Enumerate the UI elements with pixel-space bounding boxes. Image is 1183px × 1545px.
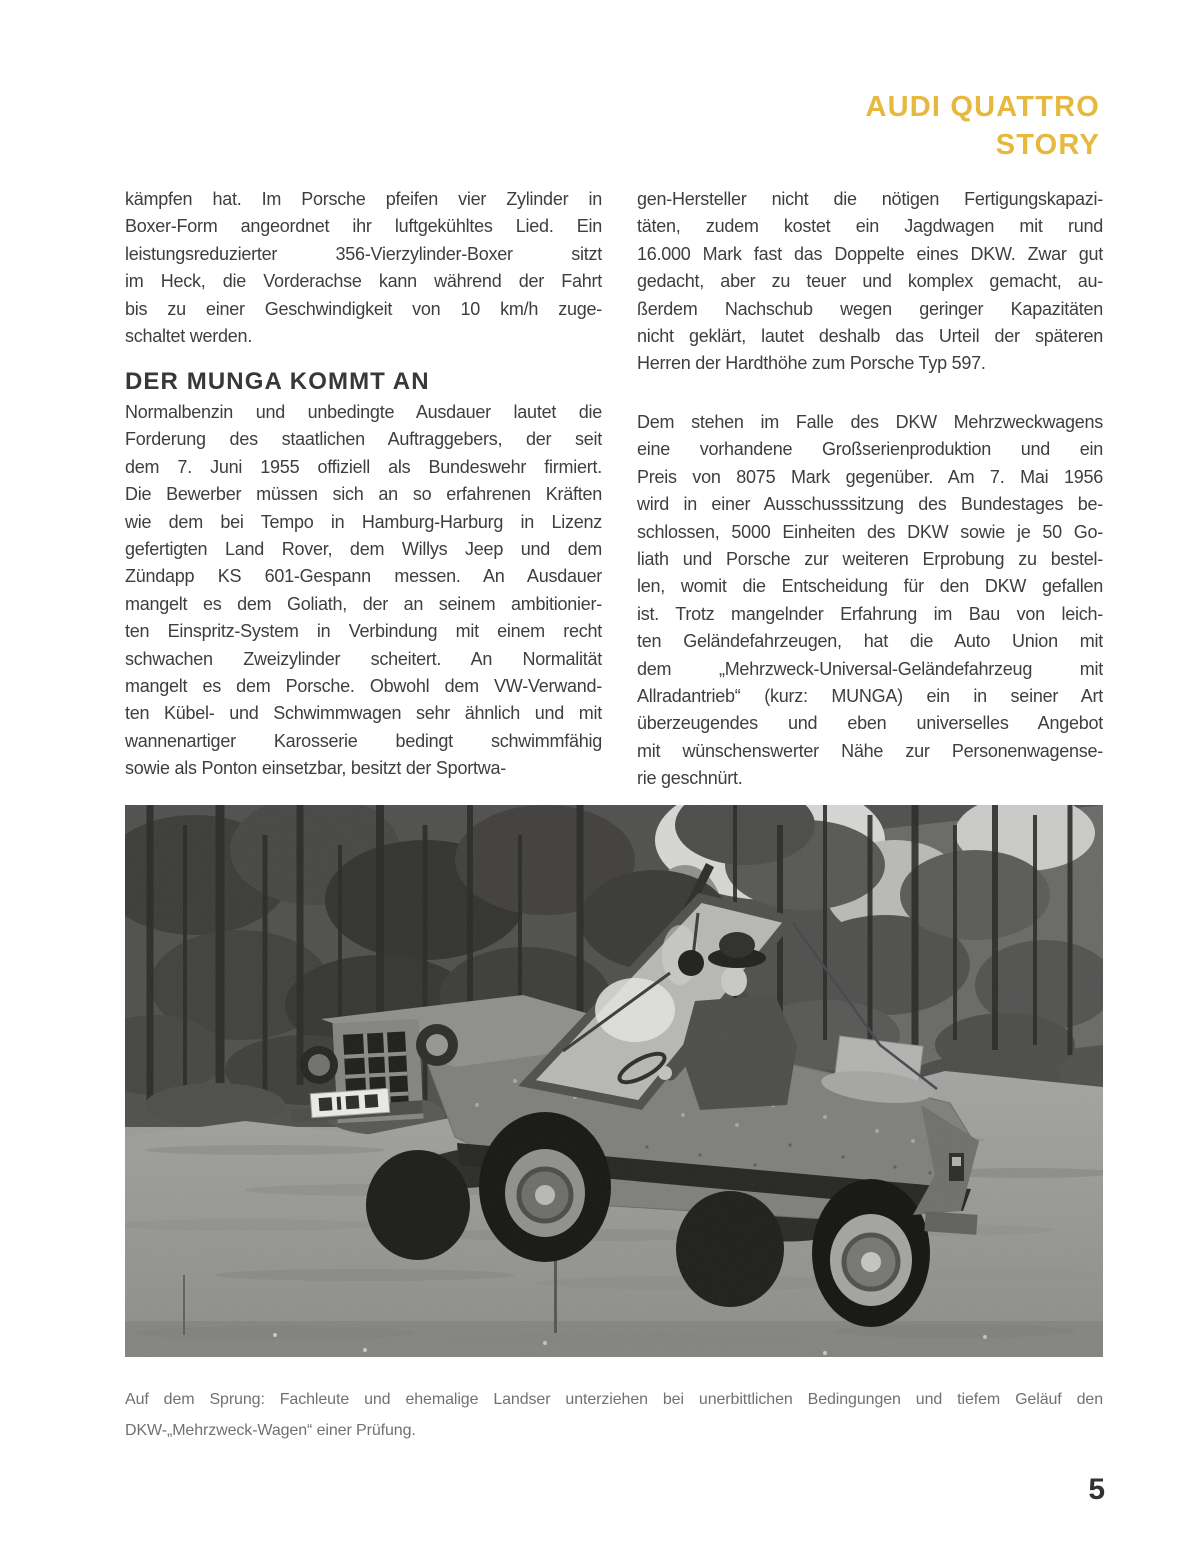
right-column-paragraph-1	[637, 186, 1103, 378]
right-column-paragraph-2	[637, 409, 1103, 792]
text-line: bis zu einer Geschwindigkeit von 10 km/h zuge-	[125, 298, 602, 319]
header-line-1: AUDI QUATTRO	[865, 91, 1100, 123]
page-number: 5	[1088, 1473, 1105, 1506]
text-line: liath und Porsche zur weiteren Erprobung zu bestel-	[637, 548, 1103, 569]
text-line: sowie als Ponton einsetzbar, besitzt der Sportwa-	[125, 758, 506, 779]
text-line: ßerdem Nachschub wegen geringer Kapazitäten	[637, 298, 1103, 319]
text-line: DKW-„Mehrzweck-Wagen“ einer Prüfung.	[125, 1422, 416, 1439]
text-line: Allradantrieb“ (kurz: MUNGA) ein in seiner Art	[637, 685, 1103, 706]
text-line: gefertigten Land Rover, dem Willys Jeep und dem	[125, 538, 602, 559]
text-line: Die Bewerber müssen sich an so erfahrenen Kräften	[125, 484, 602, 505]
text-line: nicht geklärt, lautet deshalb das Urteil der späteren	[637, 325, 1103, 346]
text-line: Preis von 8075 Mark gegenüber. Am 7. Mai 1956	[637, 466, 1103, 487]
header-line-2: STORY	[995, 129, 1100, 161]
left-column-paragraph-2	[125, 399, 602, 782]
text-line: Boxer-Form angeordnet ihr luftgekühltes Lied. Ein	[125, 216, 602, 237]
text-line: Herren der Hardthöhe zum Porsche Typ 597.	[637, 353, 986, 374]
text-line: ist. Trotz mangelnder Erfahrung im Bau von leich-	[637, 603, 1103, 624]
text-line: Normalbenzin und unbedingte Ausdauer lautet die	[125, 402, 602, 422]
photo-caption	[125, 1384, 1103, 1446]
text-line: leistungsreduzierter 356-Vierzylinder-Boxer sitzt	[125, 243, 602, 264]
text-line: mangelt es dem Goliath, der an seinem ambitionier-	[125, 593, 602, 614]
photo-munga-jump	[125, 805, 1103, 1357]
text-line: schaltet werden.	[125, 325, 253, 346]
text-line: mit wünschenswerter Nähe zur Personenwagense-	[637, 740, 1103, 761]
text-line: schlossen, 5000 Einheiten des DKW sowie je 50 Go-	[637, 521, 1103, 542]
text-line: gedacht, aber zu teuer und komplex gemacht, au-	[637, 271, 1103, 292]
photo-illustration	[125, 805, 1103, 1357]
text-line: ten Kübel- und Schwimmwagen sehr ähnlich und mit	[125, 703, 602, 724]
text-line: kämpfen hat. Im Porsche pfeifen vier Zylinder in	[125, 189, 602, 209]
text-line: überzeugendes und eben universelles Angebot	[637, 713, 1103, 734]
text-line: täten, zudem kostet ein Jagdwagen mit rund	[637, 216, 1103, 237]
left-column-paragraph-1	[125, 186, 602, 350]
film-grain-overlay	[125, 805, 1103, 1357]
section-heading: DER MUNGA KOMMT AN	[125, 368, 430, 395]
text-line: schwachen Zweizylinder scheitert. An Normalität	[125, 648, 602, 669]
text-line: Forderung des staatlichen Auftraggebers, der seit	[125, 429, 602, 450]
text-line: Auf dem Sprung: Fachleute und ehemalige Landser unterziehen bei unerbittlichen Bedingungen und tiefem Geläuf den	[125, 1391, 1103, 1408]
text-line: dem 7. Juni 1955 offiziell als Bundeswehr firmiert.	[125, 456, 602, 477]
text-line: ten Geländefahrzeugen, hat die Auto Union mit	[637, 631, 1103, 652]
text-line: rie geschnürt.	[637, 768, 743, 789]
text-line: Zündapp KS 601-Gespann messen. An Ausdauer	[125, 566, 602, 587]
text-line: wannenartiger Karosserie bedingt schwimmfähig	[125, 730, 602, 751]
text-line: Dem stehen im Falle des DKW Mehrzweckwagens	[637, 412, 1103, 432]
text-line: ten Einspritz-System in Verbindung mit einem recht	[125, 621, 602, 642]
text-line: mangelt es dem Porsche. Obwohl dem VW-Verwand-	[125, 675, 602, 696]
text-line: gen-Hersteller nicht die nötigen Fertigungskapazi-	[637, 189, 1103, 209]
text-line: len, womit die Entscheidung für den DKW gefallen	[637, 576, 1103, 597]
text-line: wie dem bei Tempo in Hamburg-Harburg in Lizenz	[125, 511, 602, 532]
text-line: wird in einer Ausschusssitzung des Bundestages be-	[637, 494, 1103, 515]
text-line: 16.000 Mark fast das Doppelte eines DKW. Zwar gut	[637, 243, 1103, 264]
text-line: eine vorhandene Großserienproduktion und ein	[637, 439, 1103, 460]
text-line: dem „Mehrzweck-Universal-Geländefahrzeug mit	[637, 658, 1103, 679]
page-header	[865, 88, 1100, 164]
text-line: im Heck, die Vorderachse kann während der Fahrt	[125, 271, 602, 292]
